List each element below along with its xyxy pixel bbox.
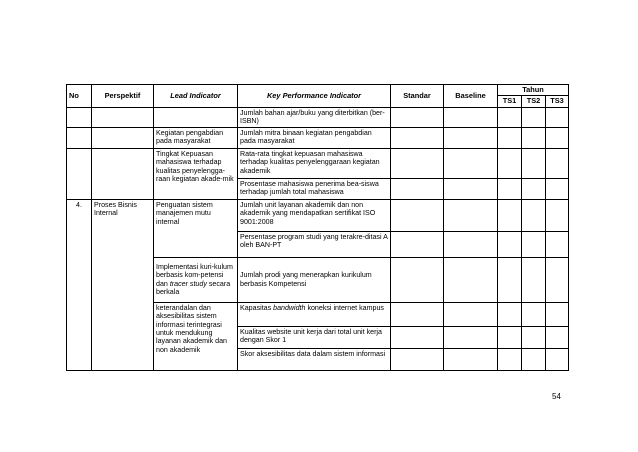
header-ts1: TS1 <box>498 96 522 107</box>
cell-lead: Penguatan sistem manajemen mutu internal <box>154 199 238 257</box>
cell-kpi: Jumlah bahan ajar/buku yang diterbitkan (ber-ISBN) <box>238 107 391 127</box>
cell-lead: Kegiatan pengabdian pada masyarakat <box>154 127 238 148</box>
header-kpi: Key Performance Indicator <box>238 85 391 108</box>
header-no: No <box>67 85 92 108</box>
cell-lead <box>154 107 238 127</box>
cell-kpi: Skor aksesibilitas data dalam sistem informasi <box>238 348 391 370</box>
header-tahun: Tahun <box>498 85 569 96</box>
kpi-table <box>66 84 569 371</box>
cell-kpi: Kapasitas bandwidth koneksi internet kampus <box>238 302 391 326</box>
header-ts3: TS3 <box>546 96 569 107</box>
header-lead-indicator: Lead Indicator <box>154 85 238 108</box>
cell-lead: Tingkat Kepuasan mahasiswa terhadap kualitas penyelengga-raan kegiatan akade-mik <box>154 148 238 199</box>
cell-no: 4. <box>67 199 92 370</box>
cell-kpi: Jumlah unit layanan akademik dan non akademik yang mendapatkan sertifikat ISO 9001:2008 <box>238 199 391 231</box>
cell-no <box>67 107 92 127</box>
cell-perspektif: Proses Bisnis Internal <box>92 199 154 370</box>
cell-kpi: Jumlah mitra binaan kegiatan pengabdian pada masyarakat <box>238 127 391 148</box>
header-ts2: TS2 <box>522 96 546 107</box>
cell-kpi: Prosentase mahasiswa penerima bea-siswa terhadap jumlah total mahasiswa <box>238 178 391 199</box>
table-row <box>67 127 569 148</box>
table-row <box>67 199 569 231</box>
page-number: 54 <box>552 392 561 401</box>
header-perspektif: Perspektif <box>92 85 154 108</box>
cell-kpi: Kualitas website unit kerja dari total unit kerja dengan Skor 1 <box>238 326 391 348</box>
cell-lead: keterandalan dan aksesibilitas sistem informasi terintegrasi untuk mendukung layanan akademik dan non akademik <box>154 302 238 370</box>
cell-kpi: Jumlah prodi yang menerapkan kurikulum berbasis Kompetensi <box>238 257 391 302</box>
table-row <box>67 107 569 127</box>
header-standar: Standar <box>391 85 444 108</box>
header-baseline: Baseline <box>444 85 498 108</box>
cell-kpi: Rata-rata tingkat kepuasan mahasiswa terhadap kualitas penyelenggaraan kegiatan akademik <box>238 148 391 178</box>
cell-kpi: Persentase program studi yang terakre-ditasi A oleh BAN-PT <box>238 231 391 257</box>
cell-lead: Implementasi kuri-kulum berbasis kom-petensi dan tracer study secara berkala <box>154 257 238 302</box>
table-row <box>67 148 569 178</box>
cell-perspektif <box>92 107 154 127</box>
